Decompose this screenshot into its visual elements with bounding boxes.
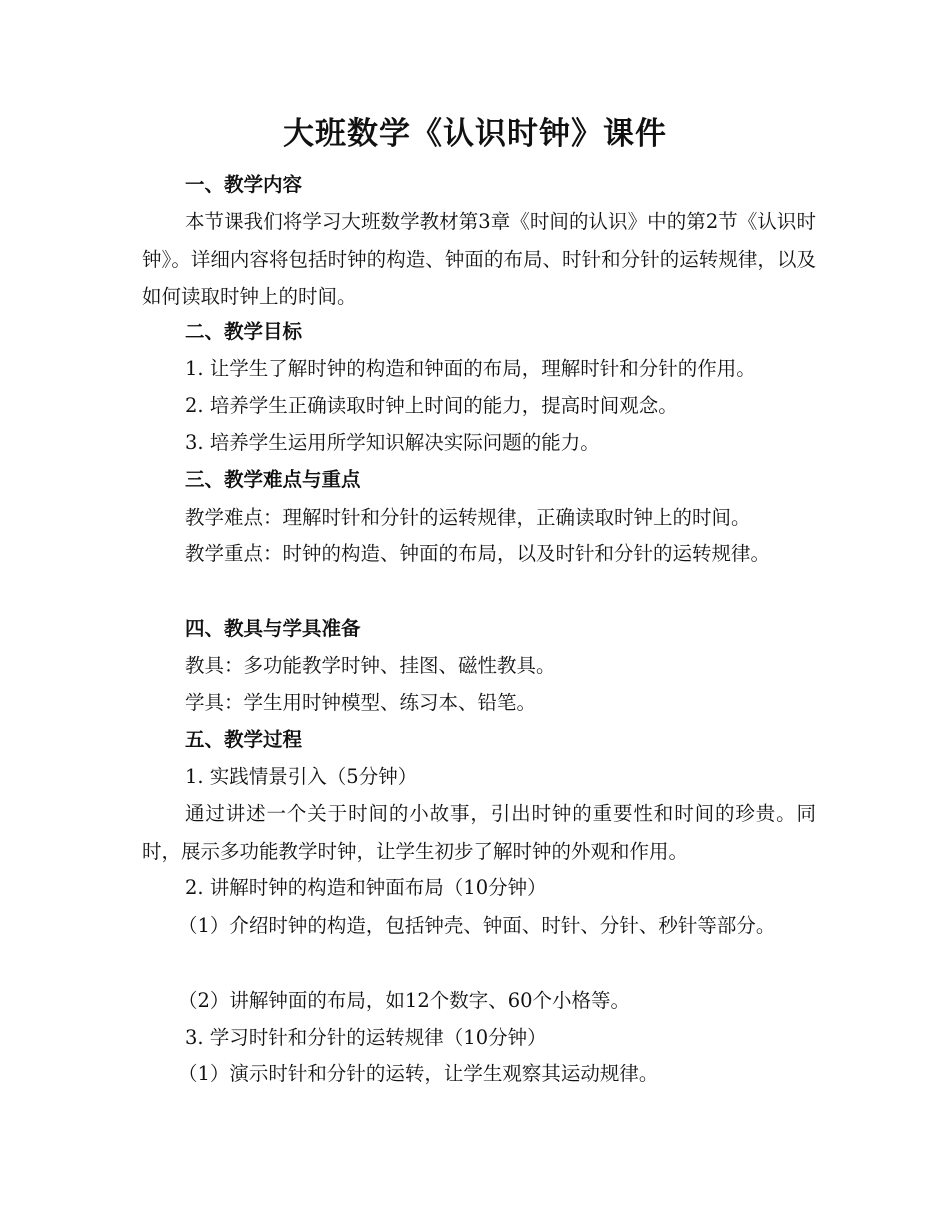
section-heading-content: 一、教学内容 [185,173,303,196]
objective-item-2: 2. 培养学生正确读取时钟上时间的能力，提高时间观念。 [185,394,678,417]
section-heading-process: 五、教学过程 [185,728,303,751]
paragraph-content: 本节课我们将学习大班数学教材第3章《时间的认识》中的第2节《认识时钟》。详细内容将包括时钟的构造、钟面的布局、时针和分针的运转规律，以及如何读取时钟上的时间。 [142,210,816,308]
objective-item-1: 1. 让学生了解时钟的构造和钟面的布局，理解时针和分针的作用。 [185,357,756,380]
process-step-1-text: 通过讲述一个关于时间的小故事，引出时钟的重要性和时间的珍贵。同时，展示多功能教学时钟，让学生初步了解时钟的外观和作用。 [142,802,816,863]
process-step-2-sub-2: （2）讲解钟面的布局，如12个数字、60个小格等。 [178,989,631,1012]
section-heading-difficulties: 三、教学难点与重点 [185,468,361,491]
difficulty-text: 教学难点：理解时针和分针的运转规律，正确读取时钟上的时间。 [185,506,751,529]
objective-item-3: 3. 培养学生运用所学知识解决实际问题的能力。 [185,431,600,454]
process-step-3: 3. 学习时针和分针的运转规律（10分钟） [185,1026,547,1049]
key-point-text: 教学重点：时钟的构造、钟面的布局，以及时针和分针的运转规律。 [185,542,771,565]
process-step-1: 1. 实践情景引入（5分钟） [185,765,418,788]
teaching-aids-text: 教具：多功能教学时钟、挂图、磁性教具。 [185,654,556,677]
section-heading-preparation: 四、教具与学具准备 [185,617,361,640]
document-title: 大班数学《认识时钟》课件 [283,116,667,152]
process-step-3-sub-1: （1）演示时针和分针的运转，让学生观察其运动规律。 [178,1062,659,1085]
process-step-2: 2. 讲解时钟的构造和钟面布局（10分钟） [185,876,547,899]
process-step-2-sub-1: （1）介绍时钟的构造，包括钟壳、钟面、时针、分针、秒针等部分。 [178,914,776,937]
learning-aids-text: 学具：学生用时钟模型、练习本、铅笔。 [185,691,537,714]
section-heading-objectives: 二、教学目标 [185,320,303,343]
